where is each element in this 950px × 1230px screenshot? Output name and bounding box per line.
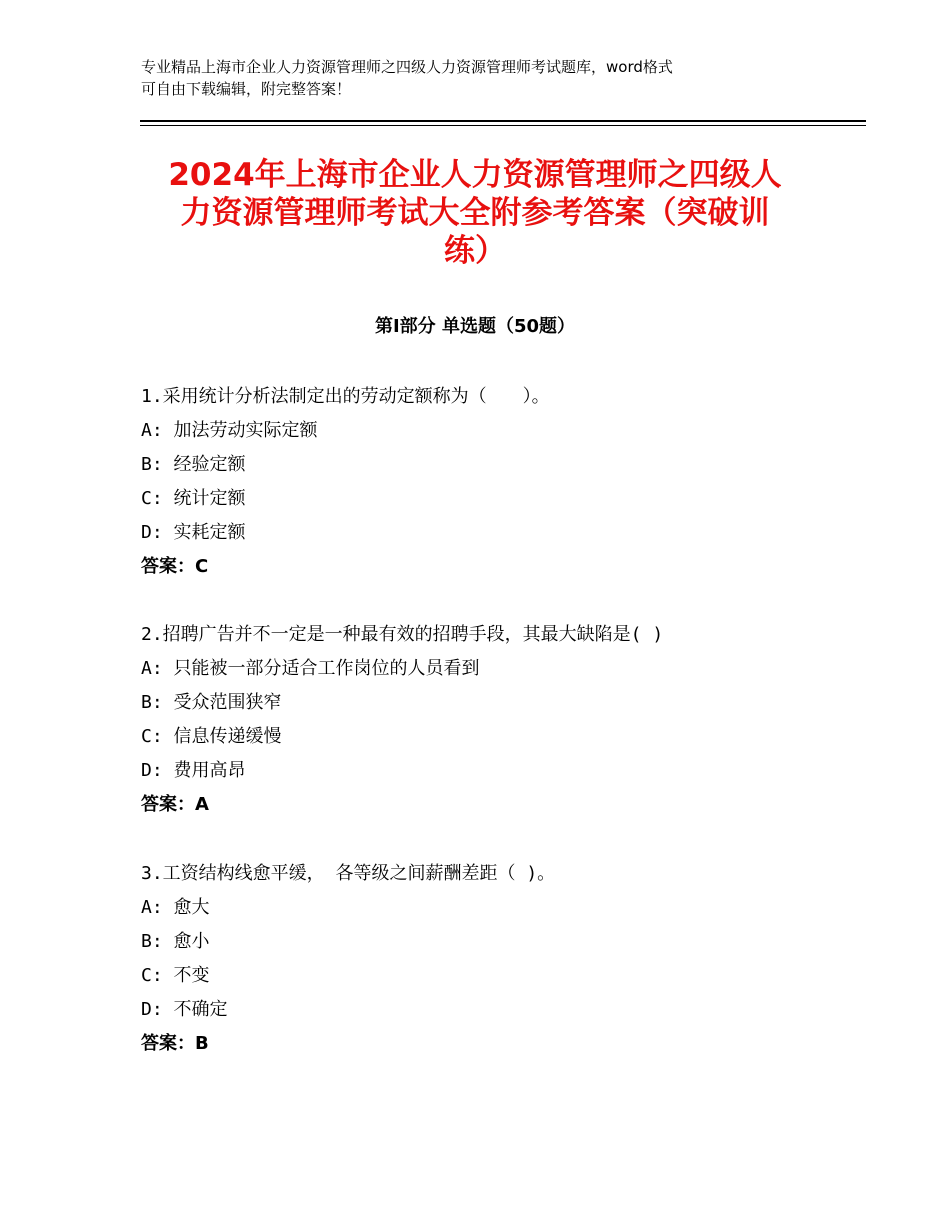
option-a: A: 加法劳动实际定额: [141, 420, 318, 441]
document-title-line-1: 2024年上海市企业人力资源管理师之四级人: [168, 157, 782, 193]
option-d: D: 费用高昂: [141, 760, 246, 781]
question-3: [141, 857, 821, 1061]
option-b: B: 愈小: [141, 931, 210, 952]
option-d: D: 实耗定额: [141, 522, 246, 543]
option-c: C: 信息传递缓慢: [141, 726, 282, 747]
option-b: B: 受众范围狭窄: [141, 692, 282, 713]
answer-label: 答案：B: [141, 1033, 209, 1054]
header-note-line-1: 专业精品上海市企业人力资源管理师之四级人力资源管理师考试题库，word格式: [141, 58, 673, 76]
question-stem: 2.招聘广告并不一定是一种最有效的招聘手段，其最大缺陷是( ): [141, 624, 664, 645]
header-note: [141, 56, 811, 100]
document-title: [140, 156, 810, 270]
option-b: B: 经验定额: [141, 454, 246, 475]
option-c: C: 不变: [141, 965, 210, 986]
option-a: A: 愈大: [141, 897, 210, 918]
header-divider-thin: [140, 125, 866, 126]
option-c: C: 统计定额: [141, 488, 246, 509]
option-d: D: 不确定: [141, 999, 228, 1020]
section-title: 第Ⅰ部分 单选题（50题）: [374, 316, 575, 337]
option-a: A: 只能被一部分适合工作岗位的人员看到: [141, 658, 480, 679]
document-title-line-2: 力资源管理师考试大全附参考答案（突破训: [180, 195, 770, 231]
question-stem: 3.工资结构线愈平缓， 各等级之间薪酬差距（ )。: [141, 863, 556, 884]
question-stem: 1.采用统计分析法制定出的劳动定额称为（ ）。: [141, 386, 550, 407]
document-title-line-3: 练）: [444, 233, 506, 269]
header-note-line-2: 可自由下载编辑，附完整答案！: [141, 80, 352, 98]
answer-label: 答案：A: [141, 794, 209, 815]
question-2: [141, 618, 821, 822]
answer-label: 答案：C: [141, 556, 209, 577]
question-1: [141, 380, 821, 584]
header-divider-thick: [140, 120, 866, 122]
